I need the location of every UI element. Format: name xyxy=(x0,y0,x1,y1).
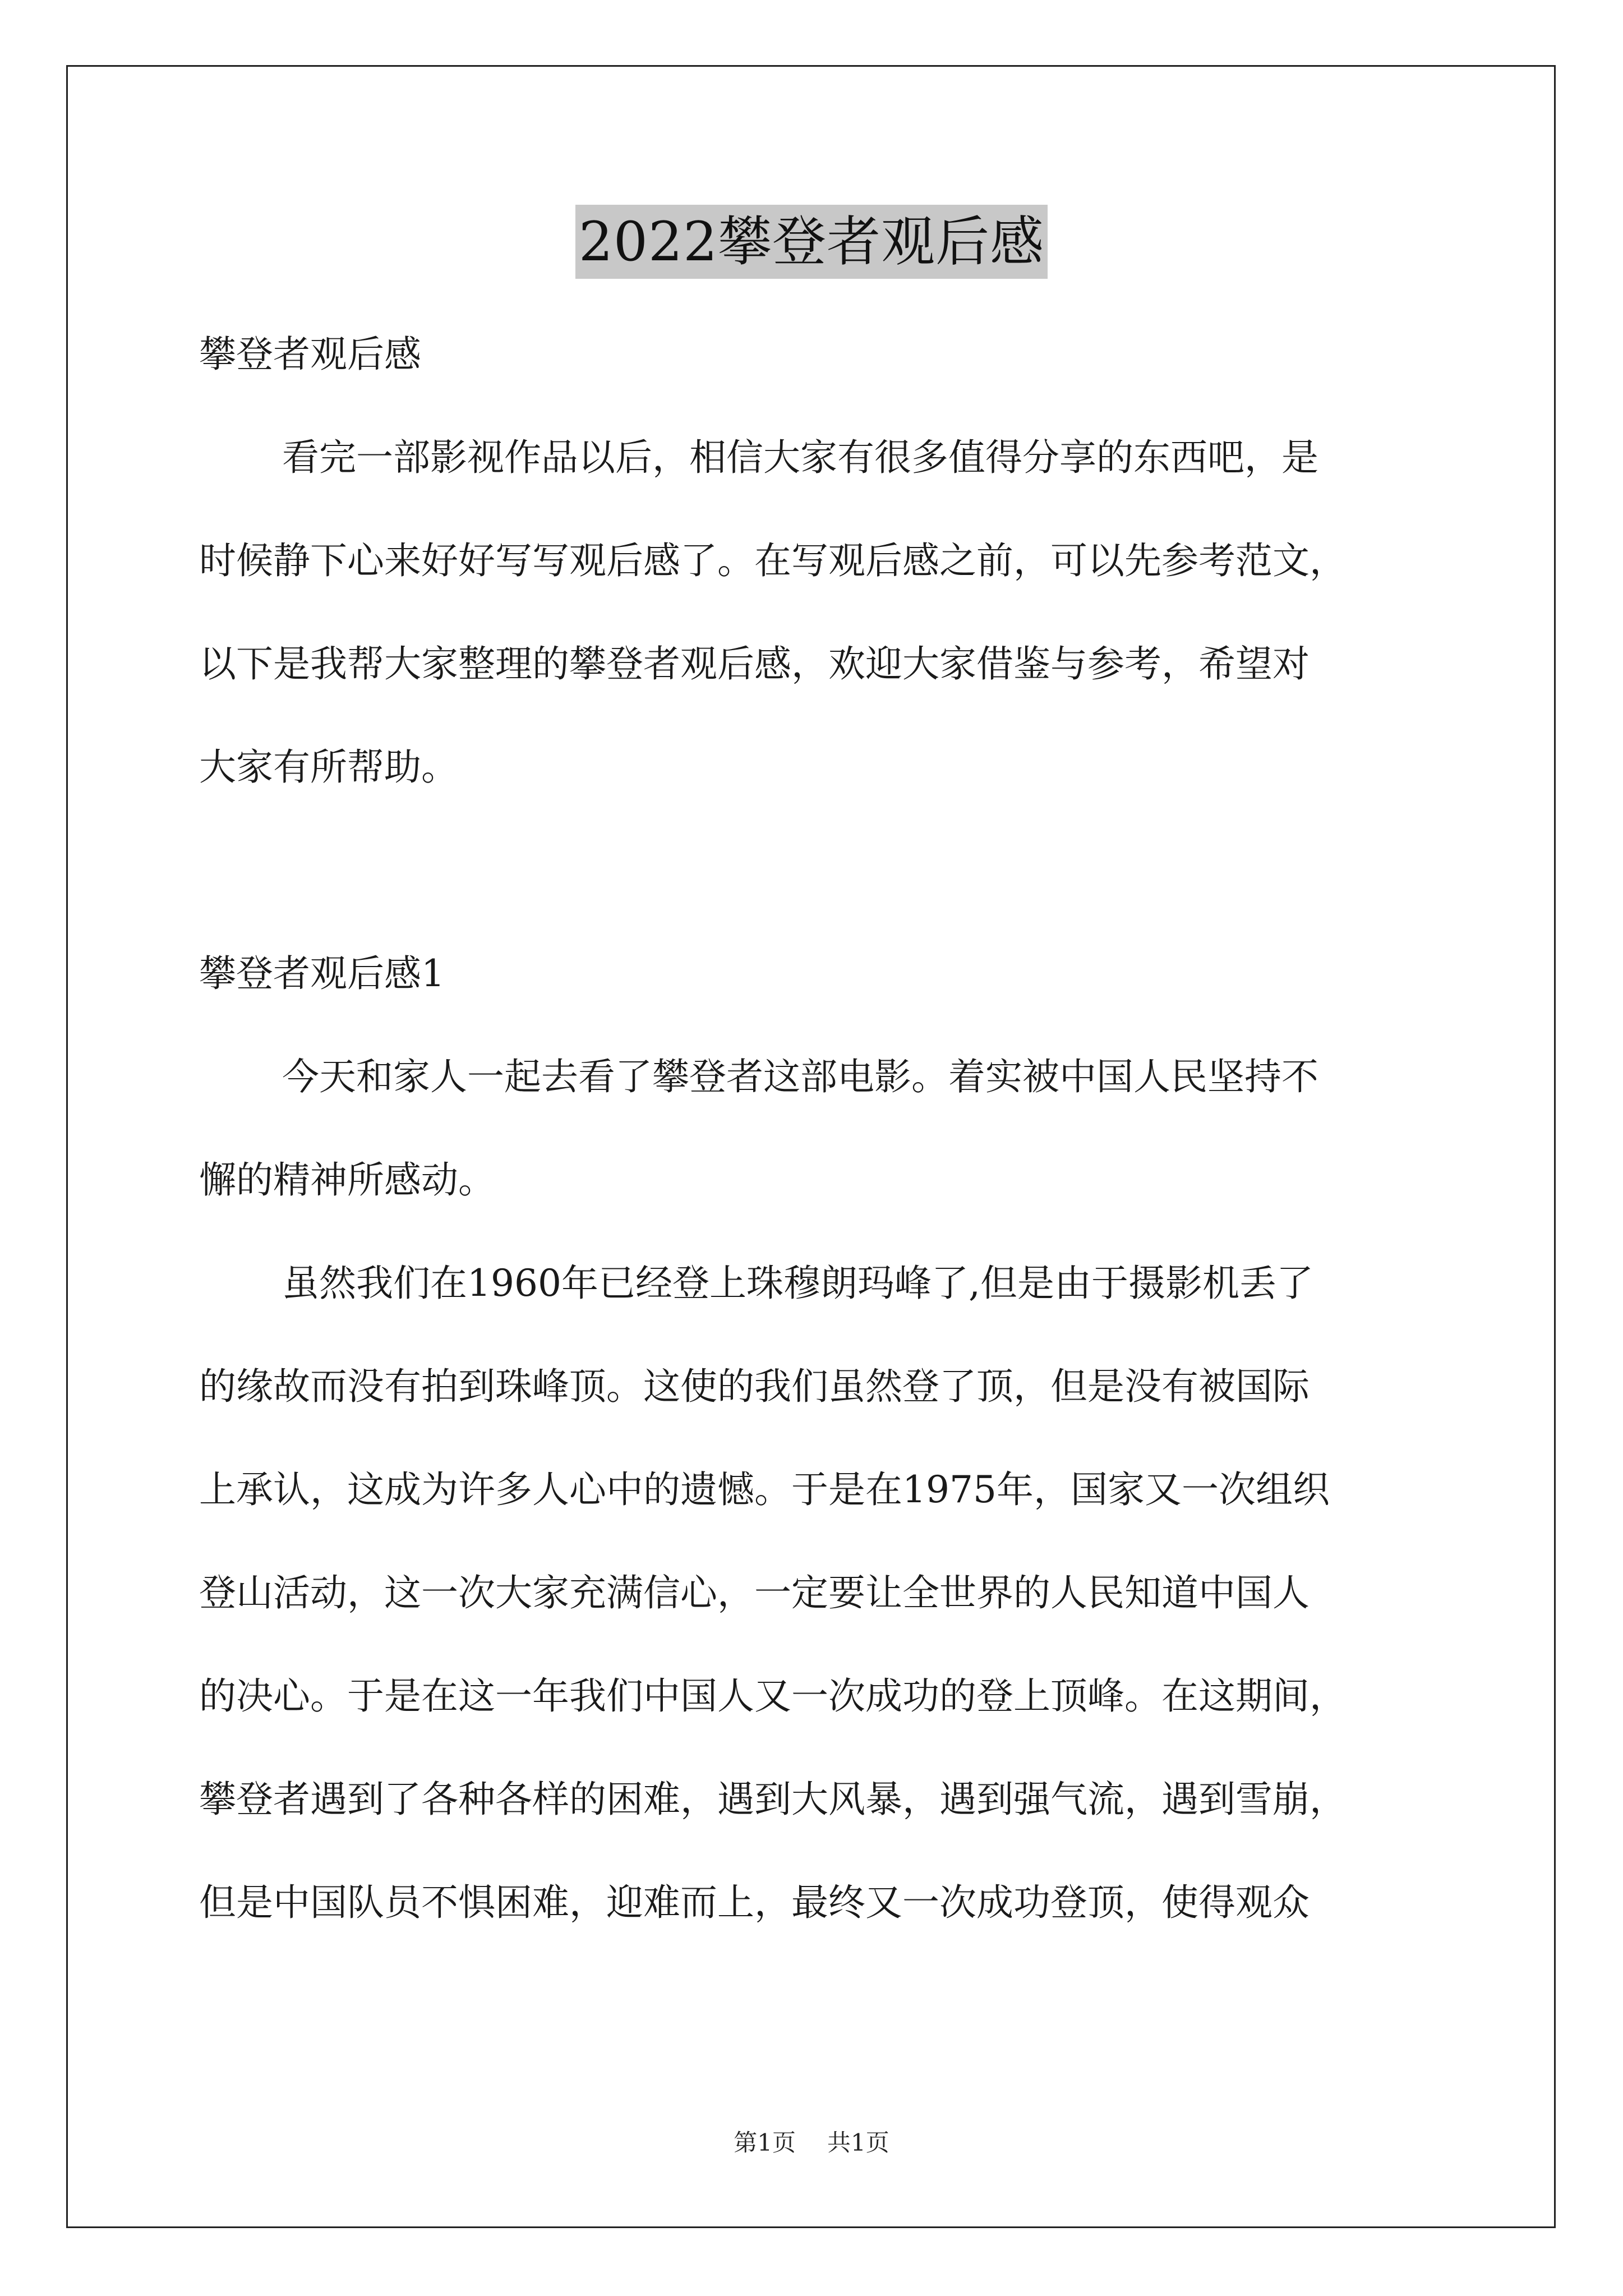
title-wrap xyxy=(0,205,1623,279)
document-title: 2022攀登者观后感 xyxy=(575,205,1048,279)
text-line: 时候静下心来好好写写观后感了。在写观后感之前，可以先参考范文， xyxy=(199,539,1347,582)
text-line: 上承认，这成为许多人心中的遗憾。于是在1975年，国家又一次组织 xyxy=(199,1468,1330,1511)
text-line: 的决心。于是在这一年我们中国人又一次成功的登上顶峰。在这期间， xyxy=(199,1674,1347,1718)
page-total: 共1页 xyxy=(827,2129,889,2156)
text-line: 懈的精神所感动。 xyxy=(199,1158,495,1202)
text-line: 攀登者观后感 xyxy=(199,333,421,376)
page-number: 第1页 xyxy=(734,2129,796,2156)
text-line: 大家有所帮助。 xyxy=(199,746,458,789)
text-line: 但是中国队员不惧困难，迎难而上，最终又一次成功登顶，使得观众 xyxy=(199,1881,1310,1924)
text-line: 登山活动，这一次大家充满信心，一定要让全世界的人民知道中国人 xyxy=(199,1571,1310,1614)
blank-line xyxy=(199,819,1433,922)
document-body xyxy=(199,303,1433,1954)
text-line: 攀登者观后感1 xyxy=(199,952,445,995)
page-footer xyxy=(0,2126,1623,2160)
text-line: 攀登者遇到了各种各样的困难，遇到大风暴，遇到强气流，遇到雪崩， xyxy=(199,1778,1347,1821)
text-line: 以下是我帮大家整理的攀登者观后感，欢迎大家借鉴与参考，希望对 xyxy=(199,642,1310,685)
text-line: 看完一部影视作品以后，相信大家有很多值得分享的东西吧，是 xyxy=(282,436,1318,479)
text-line: 虽然我们在1960年已经登上珠穆朗玛峰了,但是由于摄影机丢了 xyxy=(282,1262,1313,1305)
text-line: 的缘故而没有拍到珠峰顶。这使的我们虽然登了顶，但是没有被国际 xyxy=(199,1365,1310,1408)
text-line: 今天和家人一起去看了攀登者这部电影。着实被中国人民坚持不 xyxy=(282,1055,1318,1098)
